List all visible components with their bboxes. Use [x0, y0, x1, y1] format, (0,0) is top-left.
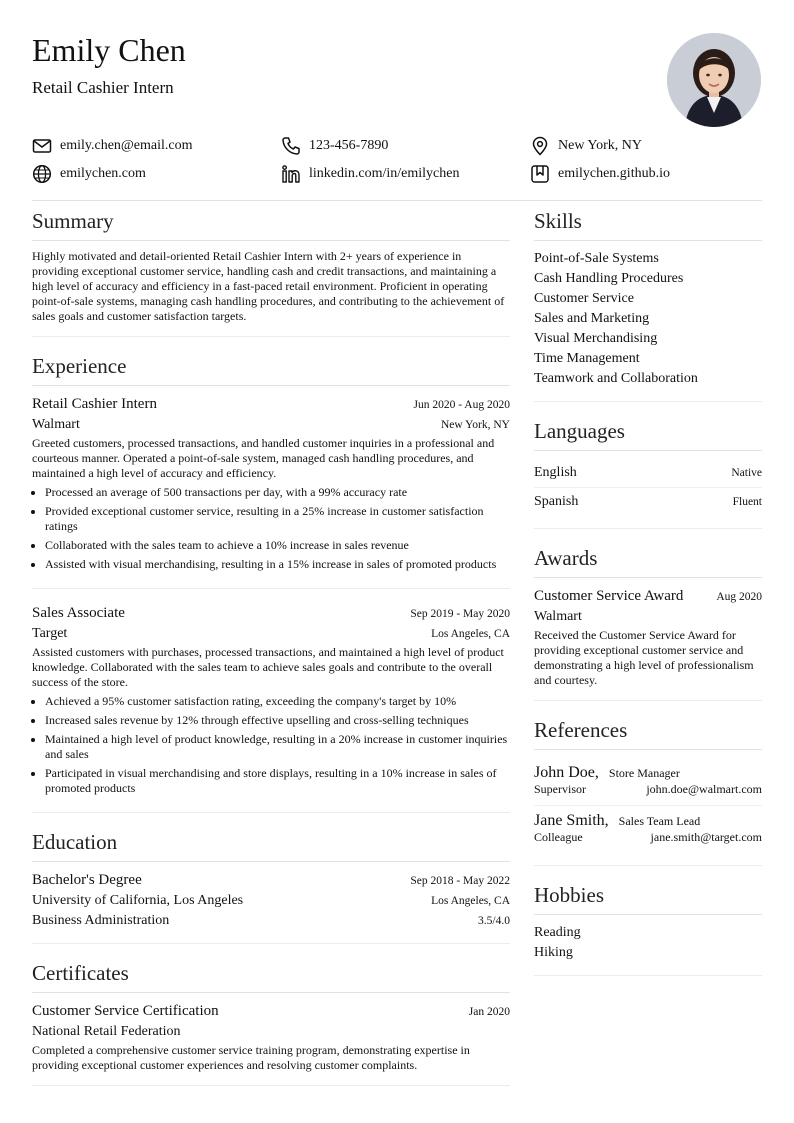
skill-item: Customer Service [534, 291, 634, 306]
mail-icon [32, 136, 52, 156]
job-bullet: • Participated in visual merchandising and store displays, resulting in a 10% increase in sales of promoted products [45, 766, 510, 796]
contact-email-text: emily.chen@email.com [60, 138, 193, 153]
certificate-date: Jan 2020 [468, 1006, 510, 1018]
gpa-value: 3.5/4.0 [478, 915, 510, 927]
experience-heading: Experience [32, 351, 510, 386]
school-location: Los Angeles, CA [431, 895, 510, 907]
language-name: Spanish [534, 494, 579, 509]
hobby-item: Reading [534, 925, 581, 940]
award-date: Aug 2020 [716, 591, 762, 603]
job-bullets [32, 694, 510, 796]
summary-section [32, 206, 510, 337]
skills-heading: Skills [534, 206, 762, 241]
skill-item: Point-of-Sale Systems [534, 251, 659, 266]
job-bullets [32, 485, 510, 572]
hobbies-heading: Hobbies [534, 880, 762, 915]
contact-website-text: emilychen.com [60, 166, 146, 181]
references-heading: References [534, 715, 762, 750]
reference-email[interactable]: john.doe@walmart.com [646, 782, 762, 796]
right-column [534, 206, 762, 990]
school-name: University of California, Los Angeles [32, 893, 244, 908]
globe-icon [32, 164, 52, 184]
skills-section [534, 206, 762, 402]
company-name: Walmart [32, 417, 80, 432]
avatar-image [667, 33, 761, 127]
job-title: Retail Cashier Intern [32, 396, 157, 412]
job-bullet: • Maintained a high level of product knowledge, resulting in a 20% increase in customer inquiries and sales [45, 732, 510, 762]
job-bullet: • Collaborated with the sales team to achieve a 10% increase in sales revenue [45, 538, 510, 553]
award-org: Walmart [534, 609, 582, 624]
certificates-heading: Certificates [32, 958, 510, 993]
reference-name: Jane Smith, [534, 812, 609, 829]
education-dates: Sep 2018 - May 2022 [410, 875, 510, 887]
contact-phone-text: 123-456-7890 [309, 138, 389, 153]
reference-email[interactable]: jane.smith@target.com [650, 830, 762, 844]
reference-position: Store Manager [608, 766, 680, 780]
contact-location [530, 134, 642, 158]
languages-section [534, 416, 762, 529]
contact-location-text: New York, NY [558, 138, 643, 153]
contact-phone[interactable] [281, 134, 388, 158]
job-description: Greeted customers, processed transactions, and handled customer inquiries in a professional and courteous manner. Operated a point-of-sale system, managed cash handling procedures, and maintained a high level of accuracy and efficiency. [32, 436, 495, 480]
location-icon [530, 136, 550, 156]
awards-heading: Awards [534, 543, 762, 578]
job-bullet: • Processed an average of 500 transactions per day, with a 99% accuracy rate [45, 485, 510, 500]
summary-text: Highly motivated and detail-oriented Retail Cashier Intern with 2+ years of experience in providing exceptional customer service, handling cash and credit transactions, and maintaining a high level of accuracy and efficiency in a fast-paced retail environment. Proficient in operating point-of-sale systems, managing cash handling procedures, and contributing to the achievement of sales goals and customer satisfaction targets. [32, 249, 505, 323]
experience-entry [32, 603, 510, 813]
education-heading: Education [32, 827, 510, 862]
reference-relation: Colleague [534, 830, 583, 844]
contact-website[interactable] [32, 162, 146, 186]
avatar [667, 33, 761, 127]
job-dates: Jun 2020 - Aug 2020 [413, 399, 510, 411]
languages-heading: Languages [534, 416, 762, 451]
job-title: Sales Associate [32, 605, 125, 621]
certificate-issuer: National Retail Federation [32, 1024, 181, 1039]
reference-item [534, 806, 762, 853]
contact-linkedin-text: linkedin.com/in/emilychen [309, 166, 460, 181]
language-row [534, 488, 762, 516]
job-dates: Sep 2019 - May 2020 [410, 608, 510, 620]
candidate-title: Retail Cashier Intern [32, 78, 174, 97]
reference-position: Sales Team Lead [618, 814, 701, 828]
hobbies-section [534, 880, 762, 976]
reference-item [534, 758, 762, 806]
language-row [534, 459, 762, 488]
contact-github-text: emilychen.github.io [558, 166, 670, 181]
references-section [534, 715, 762, 866]
github-icon [530, 164, 550, 184]
job-bullet: • Provided exceptional customer service, resulting in a 25% increase in customer satisfaction ratings [45, 504, 510, 534]
skill-item: Cash Handling Procedures [534, 271, 684, 286]
left-column [32, 206, 510, 1100]
phone-icon [281, 136, 301, 156]
skill-item: Sales and Marketing [534, 311, 650, 326]
field-of-study: Business Administration [32, 913, 170, 928]
education-section [32, 827, 510, 944]
job-bullet: • Assisted with visual merchandising, resulting in a 15% increase in sales of promoted products [45, 557, 510, 572]
skill-item: Teamwork and Collaboration [534, 371, 698, 386]
reference-relation: Supervisor [534, 782, 586, 796]
certificate-name: Customer Service Certification [32, 1003, 219, 1019]
linkedin-icon [281, 164, 301, 184]
header-divider [32, 200, 762, 201]
certificate-description: Completed a comprehensive customer service training program, demonstrating expertise in providing exceptional customer experiences and resolving customer complaints. [32, 1043, 470, 1072]
experience-entry [32, 394, 510, 589]
candidate-name: Emily Chen [32, 32, 186, 68]
job-description: Assisted customers with purchases, processed transactions, and maintained a high level of product knowledge. Collaborated with the sales team to achieve sales goals and contribute to the overall success of the store. [32, 645, 504, 689]
job-location: New York, NY [440, 419, 510, 431]
hobby-item: Hiking [534, 945, 573, 960]
reference-name: John Doe, [534, 764, 599, 781]
contact-linkedin[interactable] [281, 162, 459, 186]
award-description: Received the Customer Service Award for providing exceptional customer service and demonstrating a high level of professionalism and courtesy. [534, 628, 754, 687]
award-name: Customer Service Award [534, 588, 684, 604]
language-name: English [534, 465, 577, 480]
skill-item: Time Management [534, 351, 640, 366]
job-bullet: • Increased sales revenue by 12% through effective upselling and cross-selling techniques [45, 713, 510, 728]
contact-email[interactable] [32, 134, 193, 158]
degree-name: Bachelor's Degree [32, 872, 142, 888]
experience-section [32, 351, 510, 813]
company-name: Target [32, 626, 68, 641]
skill-item: Visual Merchandising [534, 331, 658, 346]
awards-section [534, 543, 762, 701]
summary-heading: Summary [32, 206, 510, 241]
language-level: Fluent [732, 496, 762, 508]
contact-github[interactable] [530, 162, 670, 186]
language-level: Native [731, 467, 762, 479]
job-bullet: • Achieved a 95% customer satisfaction rating, exceeding the company's target by 10% [45, 694, 510, 709]
certificates-section [32, 958, 510, 1086]
job-location: Los Angeles, CA [431, 628, 510, 640]
